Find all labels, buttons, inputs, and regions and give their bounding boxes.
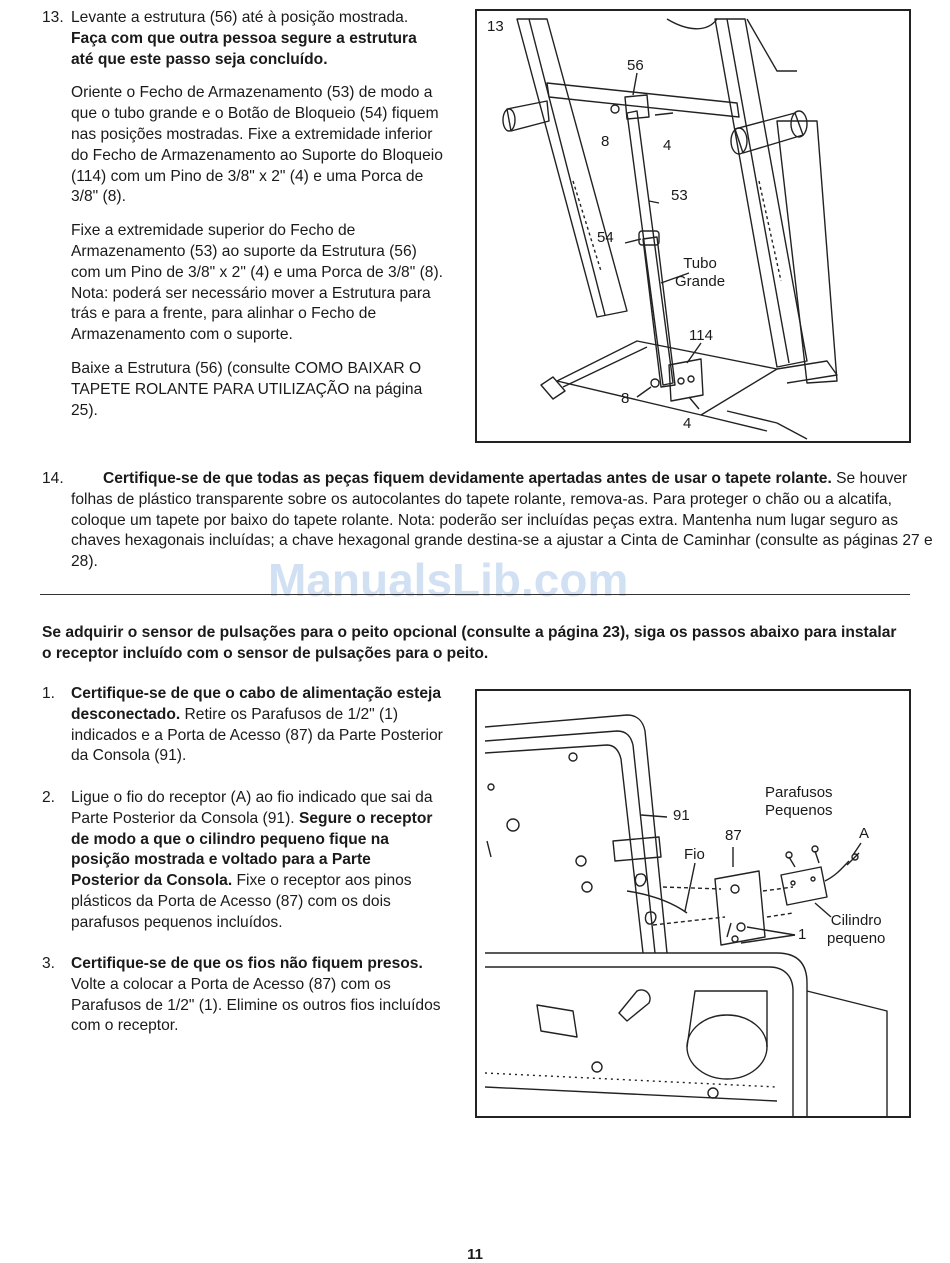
substep-2-number: 2. [42, 789, 56, 806]
label-nut-8-bottom: 8 [621, 390, 630, 407]
label-wire: Fio [684, 846, 705, 863]
intro-heading: Se adquirir o sensor de pulsações para o peito opcional (consulte a página 23), siga os passos abaixo para instalar o receptor incluído com o sensor de pulsações para o peito. [42, 624, 897, 662]
substep-2-rest: Fixe o receptor aos pinos plásticos da Porta de Acesso (87) com os dois parafusos pequenos incluídos. [71, 872, 412, 931]
page-number: 11 [467, 1246, 483, 1263]
step-13-paragraph-3: Fixe a extremidade superior do Fecho de Armazenamento (53) ao suporte da Estrutura (56) com um Pino de 3/8" x 2" (4) e uma Porca de 3/8" (8). Nota: poderá ser necessário mover a Estrutura para trás e para a frente, para alinhar o Fecho de Armazenamento com o suporte. [71, 222, 443, 344]
step-13-number: 13. [42, 9, 64, 26]
step-13-text [71, 8, 443, 434]
step-13-paragraph-1 [71, 8, 443, 70]
label-console-back-91: 91 [673, 807, 690, 824]
substep-1-bold: Certifique-se de que o cabo de alimentação esteja desconectado. [71, 685, 442, 723]
section-divider [40, 594, 910, 595]
label-small-cylinder-line-1: Cilindro [830, 912, 882, 929]
substep-2-bold: Segure o receptor de modo a que o cilindro pequeno fique na posição mostrada e voltado para a Parte Posterior da Consola. [71, 809, 433, 890]
label-pin-4-top: 4 [663, 137, 672, 154]
label-bracket-114: 114 [689, 327, 713, 344]
figure-13-step-label: 13 [487, 18, 504, 35]
figure-13-storage-latch [475, 9, 911, 443]
substep-1-rest: Retire os Parafusos de 1/2" (1) indicados e a Porta de Acesso (87) da Parte Posterior da Consola (91). [71, 705, 443, 765]
label-access-door-87: 87 [725, 827, 742, 844]
label-small-cylinder [827, 912, 885, 948]
label-latch-53: 53 [671, 187, 688, 204]
label-large-tube-line-1: Tubo [683, 255, 717, 272]
figure-receiver-drawing [477, 691, 909, 1116]
label-receiver-a: A [859, 825, 870, 842]
label-large-tube-line-2: Grande [675, 273, 726, 290]
label-large-tube [675, 255, 725, 291]
step-13-paragraph-2: Oriente o Fecho de Armazenamento (53) de modo a que o tubo grande e o Botão de Bloqueio (54) fiquem nas posições mostradas. Fixe a extremidade inferior do Fecho de Armazenamento ao Suporte do Bloqueio (114) com um Pino de 3/8" x 2" (4) e uma Porca de 3/8" (8). [71, 84, 443, 206]
step-14-rest: Se houver folhas de plástico transparente sobre os autocolantes do tapete rolante, remova-as. Para proteger o chão ou a alcatifa, coloque um tapete por baixo do tapete rolante. Nota: poderão ser incluídas peças extra. Mantenha num lugar seguro as chaves hexagonais incluídas; a chave hexagonal grande destina-se a ajustar a Cinta de Caminhar (consulte as páginas 27 e 28). [71, 470, 933, 571]
label-small-screws [765, 784, 833, 820]
label-nut-8-top: 8 [601, 133, 610, 150]
substep-2-text [71, 788, 443, 934]
substep-3-rest: Volte a colocar a Porta de Acesso (87) com os Parafusos de 1/2" (1). Elimine os outros fios incluídos com o receptor. [71, 975, 441, 1035]
step-13-p1-plain: Levante a estrutura (56) até à posição mostrada. [71, 9, 409, 26]
substep-3-number: 3. [42, 955, 56, 972]
step-14-number: 14. [42, 470, 64, 487]
substep-2-pre: Ligue o fio do receptor (A) ao fio indicado que sai da Parte Posterior da Consola (91). [71, 789, 433, 827]
figure-receiver-install [475, 689, 911, 1118]
substep-1-number: 1. [42, 685, 56, 702]
label-frame-56: 56 [627, 57, 644, 74]
substep-3-bold: Certifique-se de que os fios não fiquem presos. [71, 955, 423, 972]
label-small-screws-line-2: Pequenos [765, 802, 833, 819]
substep-3-text [71, 954, 443, 1037]
label-small-screws-line-1: Parafusos [765, 784, 833, 801]
step-14-bold: Certifique-se de que todas as peças fiquem devidamente apertadas antes de usar o tapete rolante. [103, 470, 832, 487]
label-small-cylinder-line-2: pequeno [827, 930, 886, 947]
figure-13-drawing [477, 11, 909, 441]
step-13-p1-bold: Faça com que outra pessoa segure a estrutura até que este passo seja concluído. [71, 29, 417, 68]
label-knob-54: 54 [597, 229, 614, 246]
substep-1-text [71, 684, 443, 767]
label-pin-4-bottom: 4 [683, 415, 692, 432]
watermark-manualslib: ManualsLib.com [268, 554, 629, 606]
step-13-paragraph-4: Baixe a Estrutura (56) (consulte COMO BAIXAR O TAPETE ROLANTE PARA UTILIZAÇÃO na página 25). [71, 359, 423, 419]
label-half-inch-screws-1: 1 [798, 926, 807, 943]
